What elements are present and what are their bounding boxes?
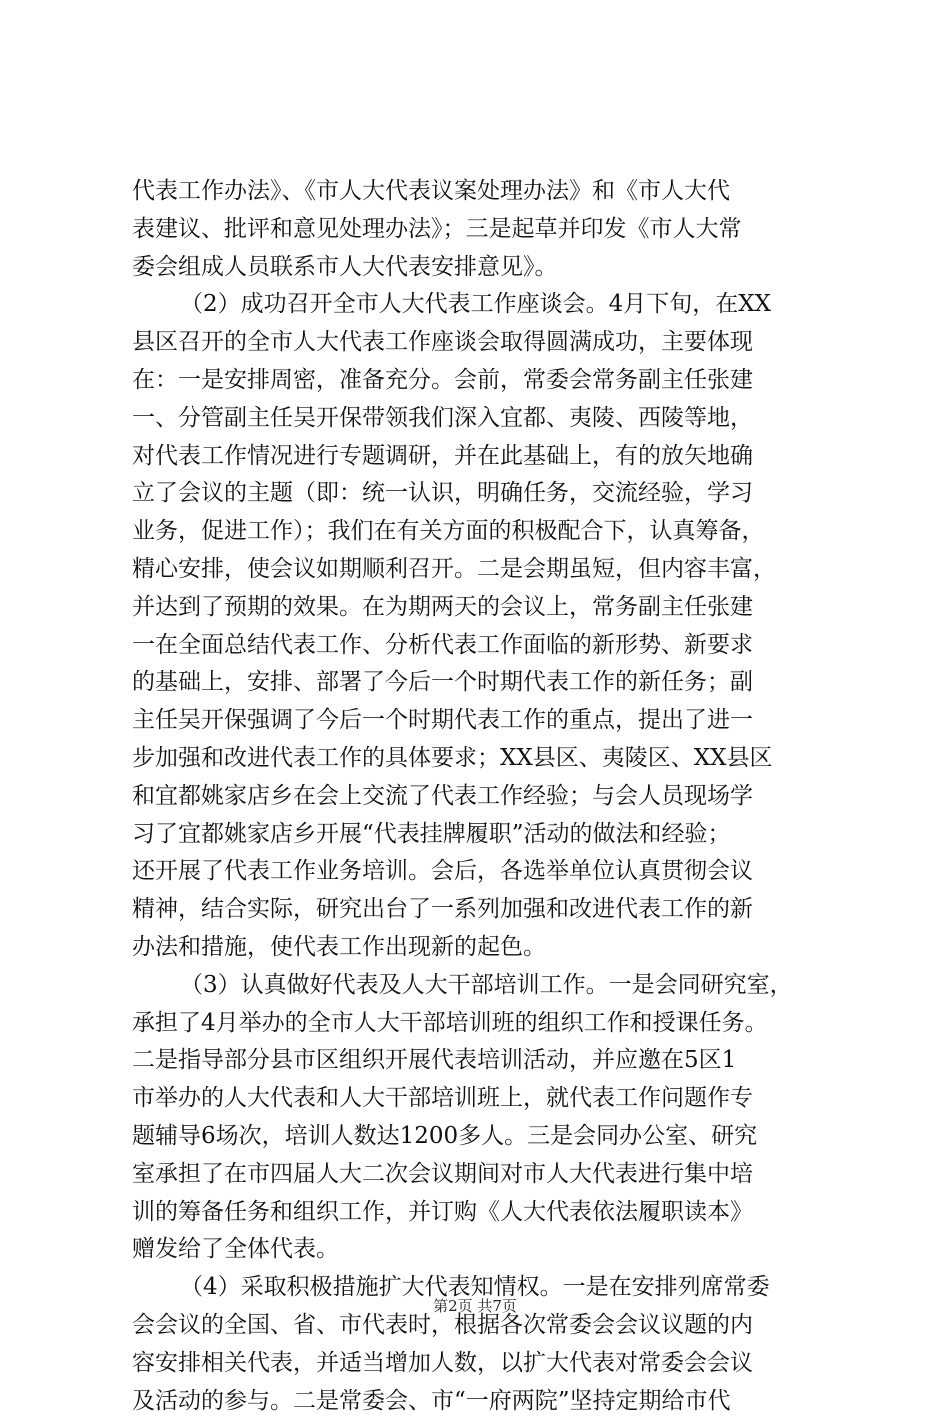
text-line: 市举办的人大代表和人大干部培训班上，就代表工作问题作专 [132, 1080, 832, 1118]
text-line: 习了宜都姚家店乡开展“代表挂牌履职”活动的做法和经验； [132, 816, 832, 854]
text-line: 训的筹备任务和组织工作，并订购《人大代表依法履职读本》 [132, 1194, 832, 1232]
text-line: 县区召开的全市人大代表工作座谈会取得圆满成功，主要体现 [132, 324, 832, 362]
text-line: 委会组成人员联系市人大代表安排意见》。 [132, 249, 832, 287]
text-line: 的基础上，安排、部署了今后一个时期代表工作的新任务；副 [132, 664, 832, 702]
text-line: 承担了4月举办的全市人大干部培训班的组织工作和授课任务。 [132, 1005, 832, 1043]
text-line: 业务，促进工作）；我们在有关方面的积极配合下，认真筹备， [132, 513, 832, 551]
text-line: 在：一是安排周密，准备充分。会前，常委会常务副主任张建 [132, 362, 832, 400]
text-line: 步加强和改进代表工作的具体要求；XX县区、夷陵区、XX县区 [132, 740, 832, 778]
text-line: 并达到了预期的效果。在为期两天的会议上，常务副主任张建 [132, 589, 832, 627]
text-line: 会会议的全国、省、市代表时，根据各次常委会会议议题的内 [132, 1307, 832, 1345]
text-line: 室承担了在市四届人大二次会议期间对市人大代表进行集中培 [132, 1156, 832, 1194]
text-line: 还开展了代表工作业务培训。会后，各选举单位认真贯彻会议 [132, 853, 832, 891]
text-line: 表建议、批评和意见处理办法》；三是起草并印发《市人大常 [132, 211, 832, 249]
text-line: 精神，结合实际，研究出台了一系列加强和改进代表工作的新 [132, 891, 832, 929]
text-line: 精心安排，使会议如期顺利召开。二是会期虽短，但内容丰富， [132, 551, 832, 589]
text-line: 对代表工作情况进行专题调研，并在此基础上，有的放矢地确 [132, 438, 832, 476]
text-line: （3）认真做好代表及人大干部培训工作。一是会同研究室， [132, 967, 832, 1005]
text-line: 办法和措施，使代表工作出现新的起色。 [132, 929, 832, 967]
page-footer: 第2页 共7页 [0, 1295, 950, 1316]
document-body [132, 173, 832, 1420]
text-line: 主任吴开保强调了今后一个时期代表工作的重点，提出了进一 [132, 702, 832, 740]
text-line: 二是指导部分县市区组织开展代表培训活动，并应邀在5区1 [132, 1042, 832, 1080]
text-line: 容安排相关代表，并适当增加人数，以扩大代表对常委会会议 [132, 1345, 832, 1383]
text-line: 立了会议的主题（即：统一认识，明确任务，交流经验，学习 [132, 475, 832, 513]
text-line: 和宜都姚家店乡在会上交流了代表工作经验；与会人员现场学 [132, 778, 832, 816]
text-line: 赠发给了全体代表。 [132, 1231, 832, 1269]
text-line: （4）采取积极措施扩大代表知情权。一是在安排列席常委 [132, 1269, 832, 1307]
text-line: 一、分管副主任吴开保带领我们深入宜都、夷陵、西陵等地， [132, 400, 832, 438]
text-line: 代表工作办法》、《市人大代表议案处理办法》和《市人大代 [132, 173, 832, 211]
text-line: 及活动的参与。二是常委会、市“一府两院”坚持定期给市代 [132, 1383, 832, 1420]
text-line: 一在全面总结代表工作、分析代表工作面临的新形势、新要求 [132, 627, 832, 665]
text-line: 题辅导6场次，培训人数达1200多人。三是会同办公室、研究 [132, 1118, 832, 1156]
text-line: （2）成功召开全市人大代表工作座谈会。4月下旬，在XX [132, 286, 832, 324]
